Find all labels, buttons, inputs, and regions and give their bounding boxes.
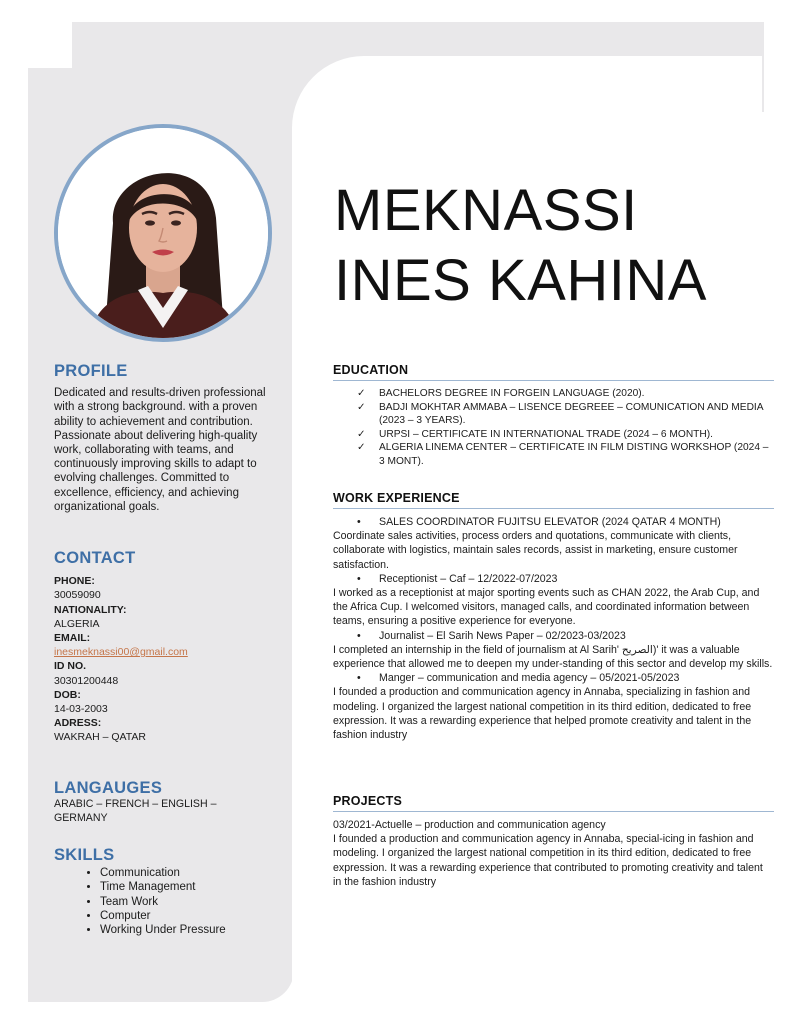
- profile-section: [54, 364, 276, 514]
- nationality-value: ALGERIA: [54, 617, 100, 630]
- work-entry-heading: • Manger – communication and media agency – 05/2021-05/2023: [357, 672, 680, 685]
- address-label: ADRESS:: [54, 717, 102, 730]
- contact-title: CONTACT: [54, 549, 136, 567]
- name-line-2: INES KAHINA: [334, 248, 707, 313]
- profile-photo: [54, 124, 272, 342]
- work-section: [333, 491, 773, 742]
- dob-label: DOB:: [54, 688, 81, 701]
- work-entry-text: Coordinate sales activities, process orders and quotations, communicate with clients, collaborate with logistics, maintain sales records, assist in marketing, ensure customer satisfaction.: [333, 530, 738, 571]
- id-value: 30301200448: [54, 674, 119, 687]
- languages-text: ARABIC – FRENCH – ENGLISH – GERMANY: [54, 798, 217, 825]
- skill-item: • Communication: [100, 866, 276, 880]
- languages-section: [54, 781, 276, 826]
- bullet-icon: •: [357, 672, 361, 685]
- projects-body: [333, 818, 773, 889]
- id-label: ID NO.: [54, 660, 87, 673]
- education-item: [357, 428, 773, 442]
- work-entry-text: I completed an internship in the field of journalism at Al Sarih' الصريح)' it was a valuable experience that allowed me to deepen my under-standing of this sector and develop my skills.: [333, 643, 773, 671]
- work-title: WORK EXPERIENCE: [333, 491, 774, 509]
- check-icon: ✓: [357, 401, 366, 413]
- check-icon: ✓: [357, 388, 366, 399]
- candidate-name: [334, 176, 764, 316]
- work-entry-heading: • SALES COORDINATOR FUJITSU ELEVATOR (2024 QATAR 4 MONTH): [357, 516, 721, 528]
- project-heading: 03/2021-Actuelle – production and communication agency: [333, 819, 606, 831]
- name-line-1: MEKNASSI: [334, 178, 638, 243]
- phone-value: 30059090: [54, 589, 101, 602]
- skills-list: [54, 866, 276, 937]
- skill-item: • Computer: [100, 909, 276, 923]
- education-text: BACHELORS DEGREE IN FORGEIN LANGUAGE (2020).: [379, 388, 645, 399]
- skill-item: • Time Management: [100, 880, 276, 894]
- education-item: [357, 387, 773, 401]
- work-entries: [333, 515, 773, 742]
- education-section: [333, 363, 773, 469]
- education-text: BADJI MOKHTAR AMMABA – LISENCE DEGREEE – COMUNICATION AND MEDIA (2023 – 3 YEARS).: [379, 401, 763, 427]
- profile-text: Dedicated and results-driven professional with a strong background. with a proven ability to achievement and contribution. Passionate about delivering high-quality work, collaborating with teams, and continuously improving skills to adapt to evolving challenges. Committed to excellence, efficiency, and achieving organizational goals.: [54, 387, 266, 513]
- projects-section: [333, 794, 773, 889]
- nationality-label: NATIONALITY:: [54, 603, 127, 616]
- work-entry-heading: • Journalist – El Sarih News Paper – 02/2023-03/2023: [357, 629, 626, 642]
- project-text: I founded a production and communication agency in Annaba, special-icing in fashion and modeling. I organized the largest national competition in its third edition, dedicated to free expression. It was a rewarding experience that contributed to promoting creativity and talent in the fashion industry: [333, 833, 763, 888]
- education-item: [357, 441, 773, 468]
- work-entry-text: I founded a production and communication agency in Annaba, specializing in fashion and modeling. I organized the largest national competition in its third edition, dedicated to free expression. It was a rewarding experience that helped promote creativity and talent in the fashion industry: [333, 686, 752, 742]
- skills-title: SKILLS: [54, 846, 115, 864]
- address-value: WAKRAH – QATAR: [54, 731, 146, 744]
- check-icon: ✓: [357, 428, 366, 440]
- phone-label: PHONE:: [54, 575, 95, 588]
- bullet-icon: •: [357, 516, 361, 528]
- education-text: ALGERIA LINEMA CENTER – CERTIFICATE IN FILM DISTING WORKSHOP (2024 – 3 MONT).: [379, 442, 769, 467]
- languages-title: LANGAUGES: [54, 779, 163, 797]
- skill-item: • Working Under Pressure: [100, 923, 276, 937]
- education-title: EDUCATION: [333, 363, 774, 381]
- work-entry-heading: • Receptionist – Caf – 12/2022-07/2023: [357, 572, 558, 585]
- projects-title: PROJECTS: [333, 794, 774, 812]
- portrait-illustration: [58, 128, 268, 338]
- education-item: [357, 401, 773, 428]
- profile-title: PROFILE: [54, 362, 128, 380]
- email-label: EMAIL:: [54, 632, 91, 645]
- dob-value: 14-03-2003: [54, 703, 108, 716]
- email-link[interactable]: inesmeknassi00@gmail.com: [54, 646, 188, 659]
- education-text: URPSI – CERTIFICATE IN INTERNATIONAL TRADE (2024 – 6 MONTH).: [379, 428, 713, 440]
- education-list: [333, 387, 773, 469]
- bullet-icon: •: [357, 572, 361, 585]
- contact-section: [54, 551, 276, 745]
- skills-section: [54, 848, 276, 937]
- work-entry-text: I worked as a receptionist at major sporting events such as CHAN 2022, the Arab Cup, and the Africa Cup. I welcomed visitors, managed calls, and coordinated information between teams, ensuring a positive experience for everyone.: [333, 587, 760, 628]
- bullet-icon: •: [357, 629, 361, 642]
- check-icon: ✓: [357, 442, 366, 454]
- skill-item: • Team Work: [100, 895, 276, 909]
- corner-cut: [28, 22, 72, 68]
